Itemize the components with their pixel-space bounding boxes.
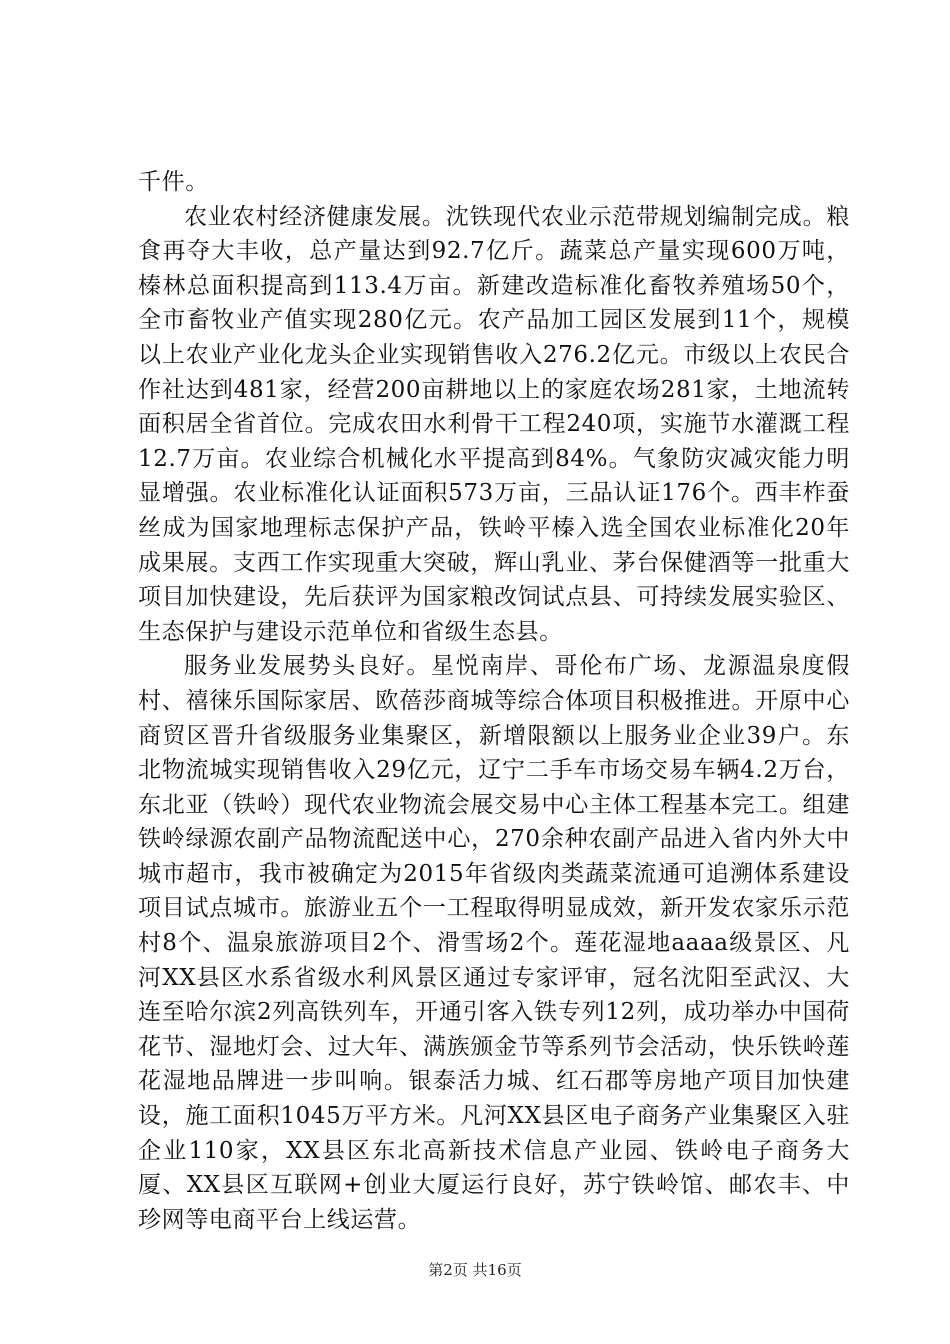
body-text [138,165,850,1237]
paragraph-agriculture: 农业农村经济健康发展。沈铁现代农业示范带规划编制完成。粮食再夺大丰收，总产量达到92.7亿斤。蔬菜总产量实现600万吨，榛林总面积提高到113.4万亩。新建改造标准化畜牧养殖场50个，全市畜牧业产值实现280亿元。农产品加工园区发展到11个，规模以上农业产业化龙头企业实现销售收入276.2亿元。市级以上农民合作社达到481家，经营200亩耕地以上的家庭农场281家，土地流转面积居全省首位。完成农田水利骨干工程240项，实施节水灌溉工程12.7万亩。农业综合机械化水平提高到84%。气象防灾减灾能力明显增强。农业标准化认证面积573万亩，三品认证176个。西丰柞蚕丝成为国家地理标志保护产品，铁岭平榛入选全国农业标准化20年成果展。支西工作实现重大突破，辉山乳业、茅台保健酒等一批重大项目加快建设，先后获评为国家粮改饲试点县、可持续发展实验区、生态保护与建设示范单位和省级生态县。 [138,203,850,645]
paragraph-services: 服务业发展势头良好。星悦南岸、哥伦布广场、龙源温泉度假村、禧徕乐国际家居、欧蓓莎商城等综合体项目积极推进。开原中心商贸区晋升省级服务业集聚区，新增限额以上服务业企业39户。东北物流城实现销售收入29亿元，辽宁二手车市场交易车辆4.2万台，东北亚（铁岭）现代农业物流会展交易中心主体工程基本完工。组建铁岭绿源农副产品物流配送中心，270余种农副产品进入省内外大中城市超市，我市被确定为2015年省级肉类蔬菜流通可追溯体系建设项目试点城市。旅游业五个一工程取得明显成效，新开发农家乐示范村8个、温泉旅游项目2个、滑雪场2个。莲花湿地aaaa级景区、凡河XX县区水系省级水利风景区通过专家评审，冠名沈阳至武汉、大连至哈尔滨2列高铁列车，开通引客入铁专列12列，成功举办中国荷花节、湿地灯会、过大年、满族颁金节等系列节会活动，快乐铁岭莲花湿地品牌进一步叫响。银泰活力城、红石郡等房地产项目加快建设，施工面积1045万平方米。凡河XX县区电子商务产业集聚区入驻企业110家，XX县区东北高新技术信息产业园、铁岭电子商务大厦、XX县区互联网+创业大厦运行良好，苏宁铁岭馆、邮农丰、中珍网等电商平台上线运营。 [138,653,850,1233]
paragraph-continuation: 千件。 [138,169,209,195]
page-footer: 第2页 共16页 [428,1261,522,1279]
